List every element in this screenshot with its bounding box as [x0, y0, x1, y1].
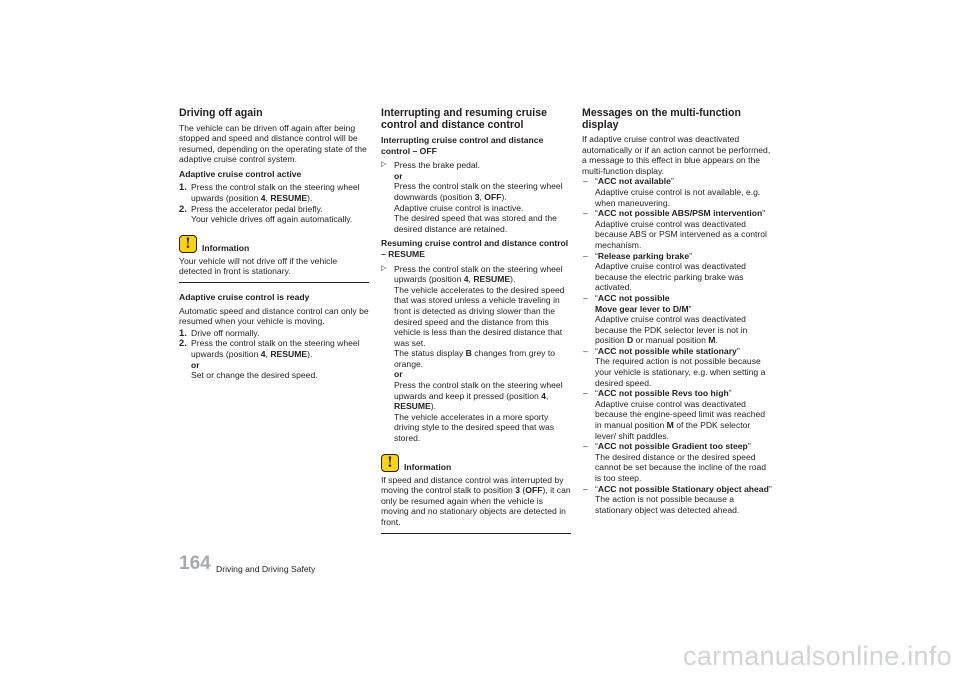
message-item: – “ACC not possible Revs too high” Adaptive cruise control was deactivated because the engine-speed limit was reached in manual position M of the PDK selector lever/ shift paddles.: [583, 388, 766, 441]
message-item: – “ACC not possible Gradient too steep” The desired distance or the desired speed cannot be set because the incline of the road is too steep.: [583, 441, 767, 483]
section-title-messages: Messages on the multi-function display: [582, 107, 741, 131]
information-text: If speed and distance control was interrupted by moving the control stalk to position 3 (OFF), it can only be resumed again when the vehicle is moving and no stationary objects are detected in front.: [381, 474, 571, 527]
information-title: Information: [404, 461, 452, 472]
subheading-off: Interrupting cruise control and distance control – OFF: [381, 135, 544, 156]
paragraph-ready: Automatic speed and distance control can only be resumed when your vehicle is moving.: [179, 305, 369, 327]
message-item: – “ACC not possible Move gear lever to D/M” Adaptive cruise control was deactivated because the PDK selector lever is not in position D or manual position M.: [583, 292, 748, 346]
information-title: Information: [202, 242, 250, 253]
message-item: – “ACC not possible Stationary object ahead” The action is not possible because a stationary object was detected ahead.: [583, 483, 772, 515]
section-title-driving-off: Driving off again: [179, 107, 263, 119]
triangle-bullet-icon: ▷: [381, 264, 387, 272]
message-item: – “Release parking brake” Adaptive cruise control was deactivated because the electric parking brake was activated.: [583, 250, 746, 293]
triangle-bullet-icon: ▷: [381, 161, 387, 169]
information-box: [179, 235, 369, 283]
step-number: 1.: [179, 326, 187, 338]
subheading-acc-ready: Adaptive cruise control is ready: [179, 292, 310, 303]
step-2: 2. Press the accelerator pedal briefly. Your vehicle drives off again automatically.: [179, 202, 353, 225]
instruction-resume: ▷ Press the control stalk on the steering wheel upwards (position 4, RESUME). The vehicle accelerates to the desired speed that was stored unless a vehicle traveling in front is detected as driving slower than the desired speed and the distance from this vehicle is less than the desired distance that was set. The status display B changes from grey to orange. or Press the control stalk on the steering wheel upwards and keep it pressed (position 4, RESUME). The vehicle accelerates in a more sporty driving style to the desired speed that was stored.: [381, 263, 565, 444]
subheading-acc-active: Adaptive cruise control active: [179, 168, 302, 179]
step-number: 1.: [179, 181, 187, 193]
page-number: 164: [179, 553, 211, 574]
page-section-title: Driving and Driving Safety: [216, 564, 316, 574]
step-number: 2.: [179, 337, 187, 349]
column-driving-off: [179, 108, 369, 381]
subheading-resume: Resuming cruise control and distance control – RESUME: [381, 238, 569, 259]
information-text: Your vehicle will not drive off if the vehicle detected in front is stationary.: [179, 255, 338, 277]
step-1: 1. Press the control stalk on the steering wheel upwards (position 4, RESUME).: [179, 181, 360, 204]
column-interrupting-resuming: [381, 108, 571, 543]
step-1: 1. Drive off normally.: [179, 326, 260, 338]
message-item: – “ACC not possible while stationary” The required action is not possible because your vehicle is stationary, e.g. when setting a desired speed.: [583, 345, 766, 388]
message-item: – “ACC not possible ABS/PSM intervention” Adaptive cruise control was deactivated because ABS or PSM intervened as a control mechanism.: [583, 208, 767, 250]
step-2: 2. Press the control stalk on the steering wheel upwards (position 4, RESUME). or Set or change the desired speed.: [179, 337, 360, 381]
section-title-interrupting: Interrupting and resuming cruise control and distance control: [381, 107, 547, 131]
information-box: [381, 454, 571, 534]
column-messages: [582, 108, 772, 515]
information-icon: !: [381, 454, 399, 472]
watermark: carmanualsonline.info: [683, 641, 952, 671]
information-icon: !: [179, 235, 197, 253]
paragraph-intro: If adaptive cruise control was deactivated automatically or if an action cannot be performed, a message to this effect in blue appears on the multi-function display.: [582, 134, 771, 176]
paragraph-intro: The vehicle can be driven off again after being stopped and speed and distance control will be resumed, depending on the operating state of the adaptive cruise control system.: [179, 122, 367, 165]
message-item: – “ACC not available” Adaptive cruise control is not available, e.g. when maneuvering.: [583, 176, 761, 208]
instruction-off: ▷ Press the brake pedal. or Press the control stalk on the steering wheel downwards (position 3, OFF). Adaptive cruise control is inactive. The desired speed that was stored and the desired distance are retained.: [381, 160, 563, 234]
step-number: 2.: [179, 202, 187, 214]
